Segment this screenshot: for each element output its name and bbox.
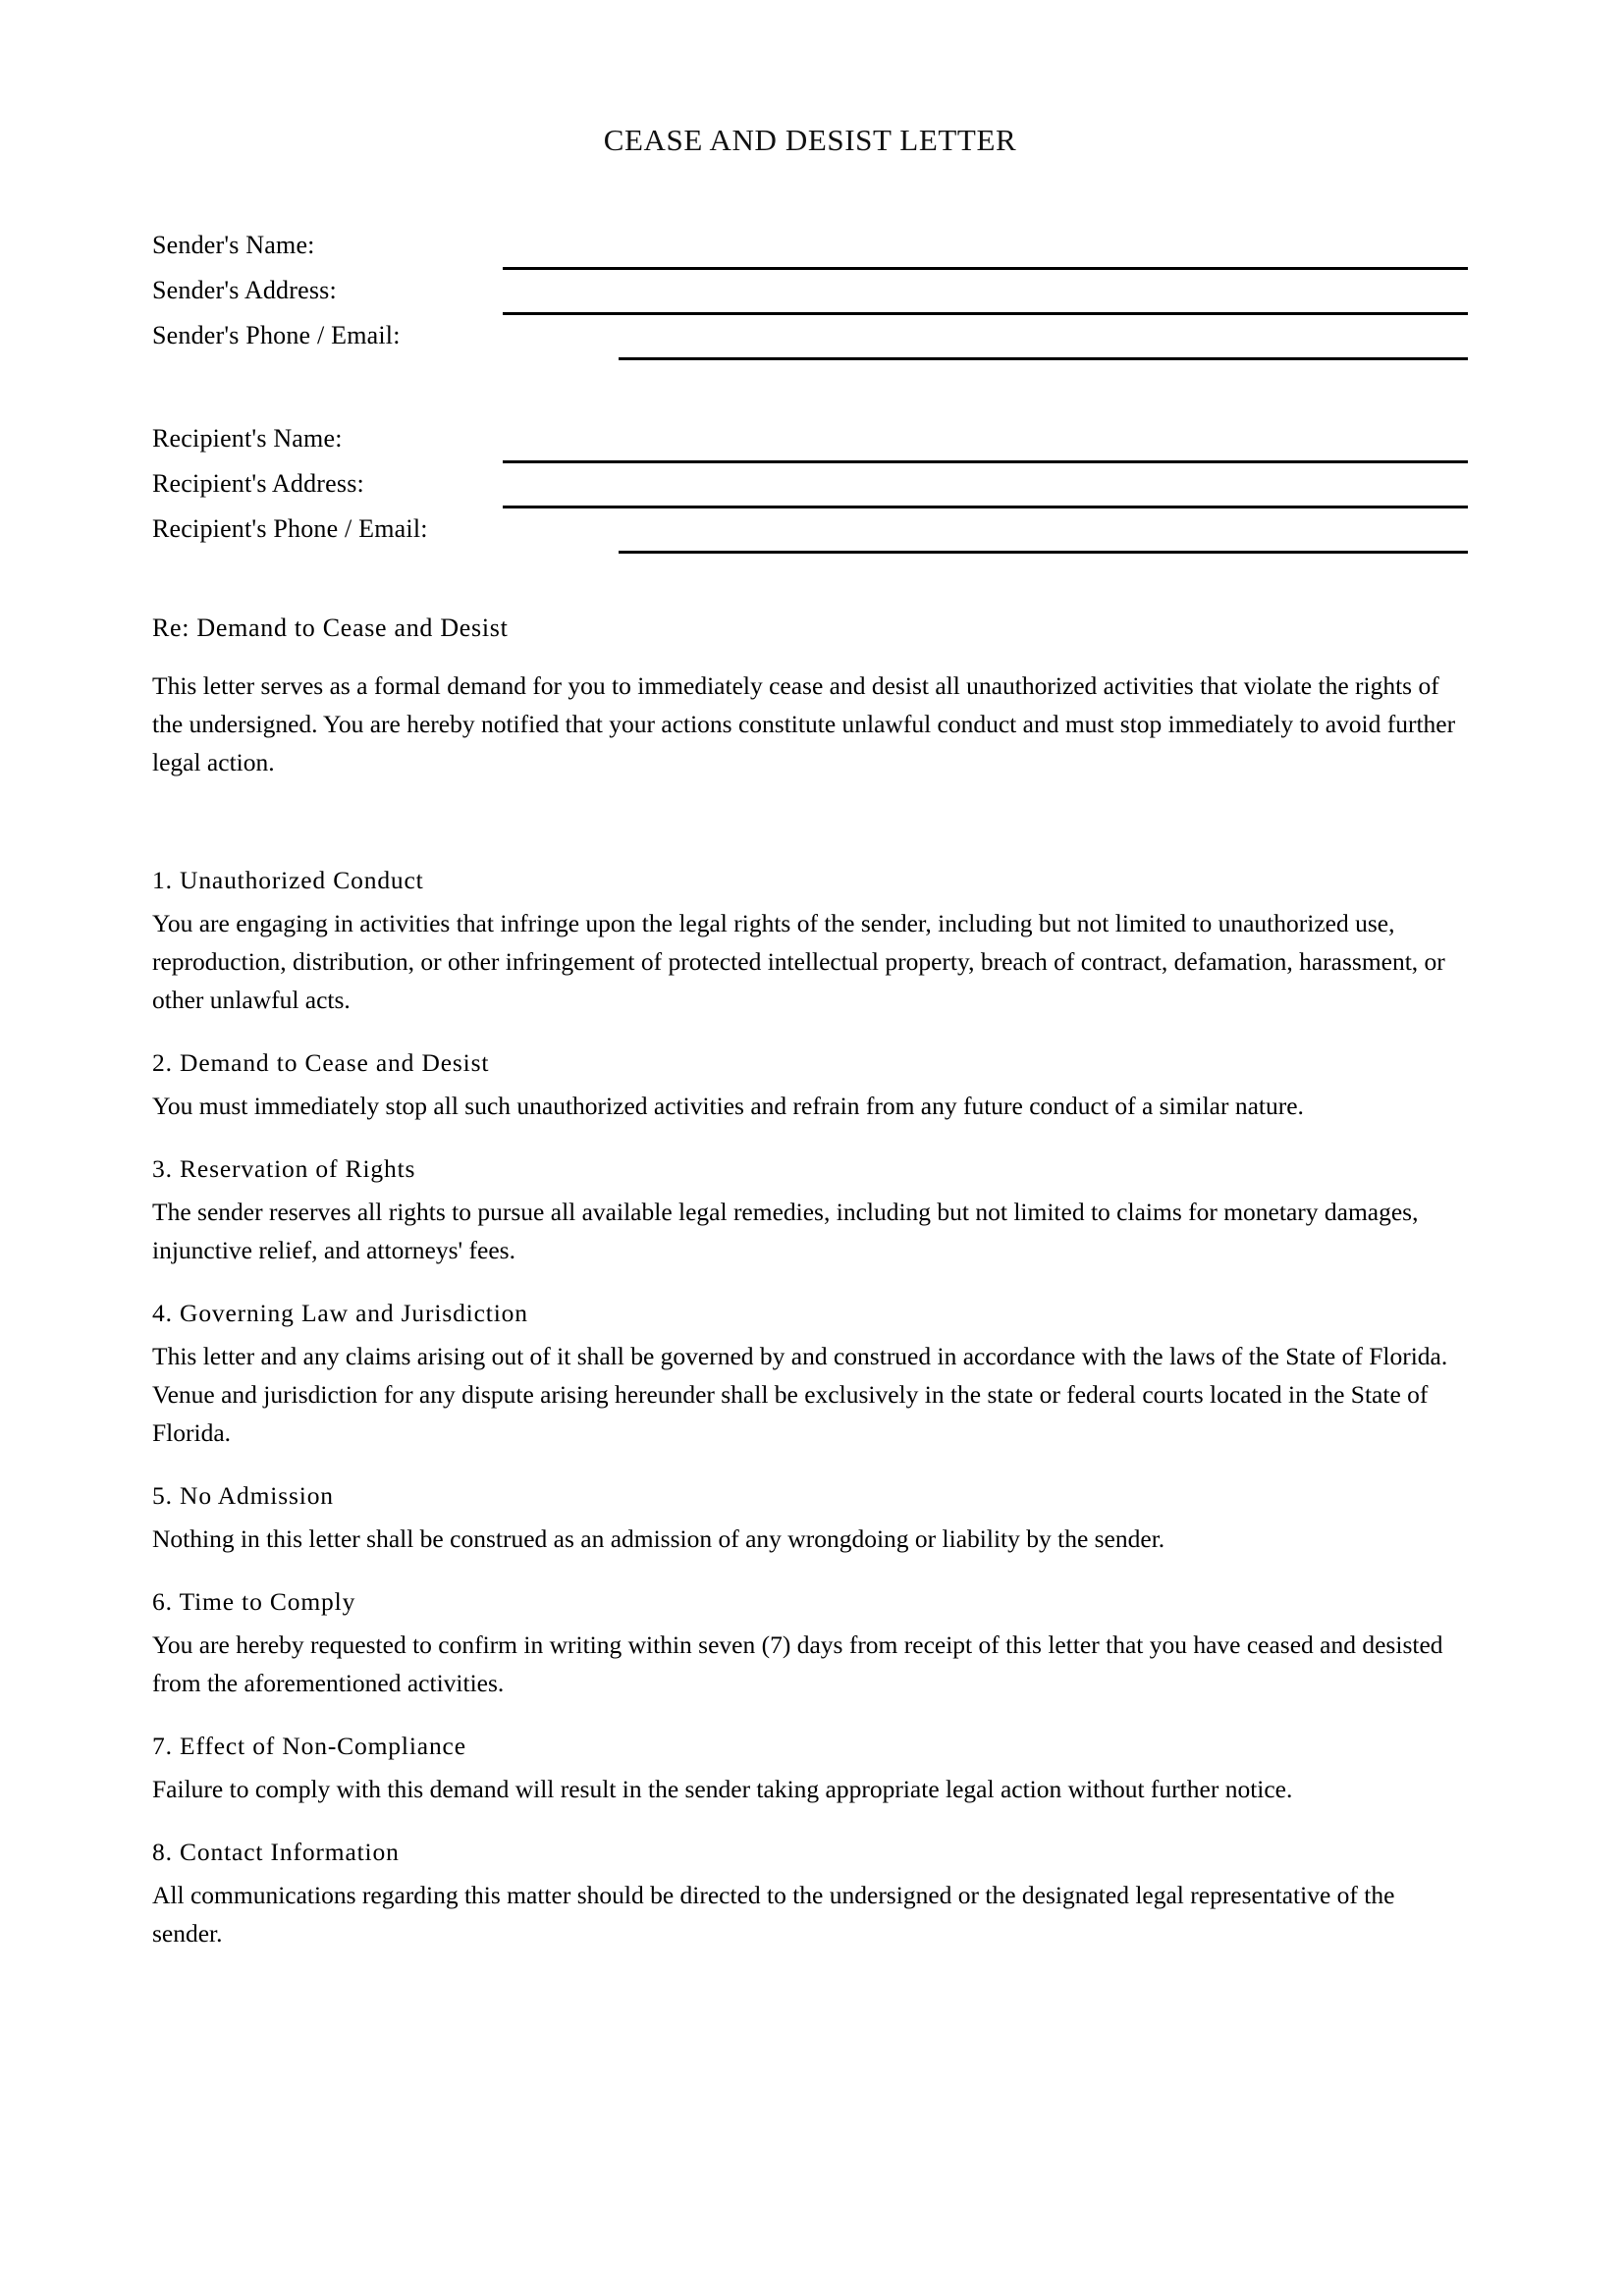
sender-name-label: Sender's Name: [152, 231, 315, 259]
section-body: You are hereby requested to confirm in writing within seven (7) days from receipt of this letter that you have ceased and desisted from the aforementioned activities. [152, 1630, 1443, 1697]
section-contact-information [152, 1836, 1468, 1952]
sender-name-input[interactable] [503, 267, 1468, 270]
document-content [152, 0, 1468, 1980]
sections-list [152, 864, 1468, 1952]
recipient-address-input[interactable] [503, 506, 1468, 508]
recipient-name-row [152, 422, 1468, 467]
section-time-to-comply [152, 1585, 1468, 1702]
section-body: You are engaging in activities that infringe upon the legal rights of the sender, including but not limited to unauthorized use, reproduction, distribution, or other infringement of protected intellectual property, breach of contract, defamation, harassment, or other unlawful acts. [152, 909, 1445, 1014]
section-heading: 4. Governing Law and Jurisdiction [152, 1299, 528, 1327]
recipient-phone-email-input[interactable] [619, 551, 1468, 554]
section-effect-of-non-compliance [152, 1730, 1468, 1808]
sender-address-input[interactable] [503, 312, 1468, 315]
sender-field-group [152, 229, 1468, 364]
section-no-admission [152, 1479, 1468, 1558]
section-body: You must immediately stop all such unauthorized activities and refrain from any future conduct of a similar nature. [152, 1092, 1304, 1120]
recipient-address-row [152, 467, 1468, 512]
intro-paragraph: This letter serves as a formal demand for you to immediately cease and desist all unauthorized activities that violate the rights of the undersigned. You are hereby notified that your actions constitute unlawful conduct and must stop immediately to avoid further legal action. [152, 671, 1456, 776]
sender-address-row [152, 274, 1468, 319]
recipient-name-input[interactable] [503, 460, 1468, 463]
sender-phone-email-input[interactable] [619, 357, 1468, 360]
section-body: The sender reserves all rights to pursue all available legal remedies, including but not limited to claims for monetary damages, injunctive relief, and attorneys' fees. [152, 1198, 1419, 1264]
sender-phone-email-label: Sender's Phone / Email: [152, 321, 401, 349]
section-governing-law-and-jurisdiction [152, 1297, 1468, 1452]
sender-phone-email-row [152, 319, 1468, 364]
section-body: All communications regarding this matter should be directed to the undersigned or the designated legal representative of the sender. [152, 1881, 1395, 1948]
section-heading: 8. Contact Information [152, 1838, 400, 1866]
section-body: Failure to comply with this demand will result in the sender taking appropriate legal action without further notice. [152, 1775, 1293, 1803]
recipient-phone-email-label: Recipient's Phone / Email: [152, 514, 428, 543]
section-heading: 2. Demand to Cease and Desist [152, 1048, 490, 1077]
section-heading: 1. Unauthorized Conduct [152, 866, 424, 894]
page-title: CEASE AND DESIST LETTER [603, 123, 1017, 157]
section-demand-to-cease-and-desist [152, 1046, 1468, 1125]
recipient-name-label: Recipient's Name: [152, 424, 343, 453]
subject-line: Re: Demand to Cease and Desist [152, 614, 509, 642]
sender-address-label: Sender's Address: [152, 276, 337, 304]
section-heading: 5. No Admission [152, 1481, 334, 1510]
section-heading: 3. Reservation of Rights [152, 1154, 416, 1183]
section-unauthorized-conduct [152, 864, 1468, 1019]
recipient-address-label: Recipient's Address: [152, 469, 364, 498]
section-heading: 6. Time to Comply [152, 1587, 356, 1616]
recipient-field-group [152, 422, 1468, 558]
section-reservation-of-rights [152, 1152, 1468, 1269]
recipient-phone-email-row [152, 512, 1468, 558]
section-body: This letter and any claims arising out of it shall be governed by and construed in accordance with the laws of the State of Florida. Venue and jurisdiction for any dispute arising hereunder shall be exclusively in the state or federal courts located in the State of Florida. [152, 1342, 1448, 1447]
section-body: Nothing in this letter shall be construed as an admission of any wrongdoing or liability by the sender. [152, 1524, 1165, 1553]
section-heading: 7. Effect of Non-Compliance [152, 1732, 466, 1760]
sender-name-row [152, 229, 1468, 274]
